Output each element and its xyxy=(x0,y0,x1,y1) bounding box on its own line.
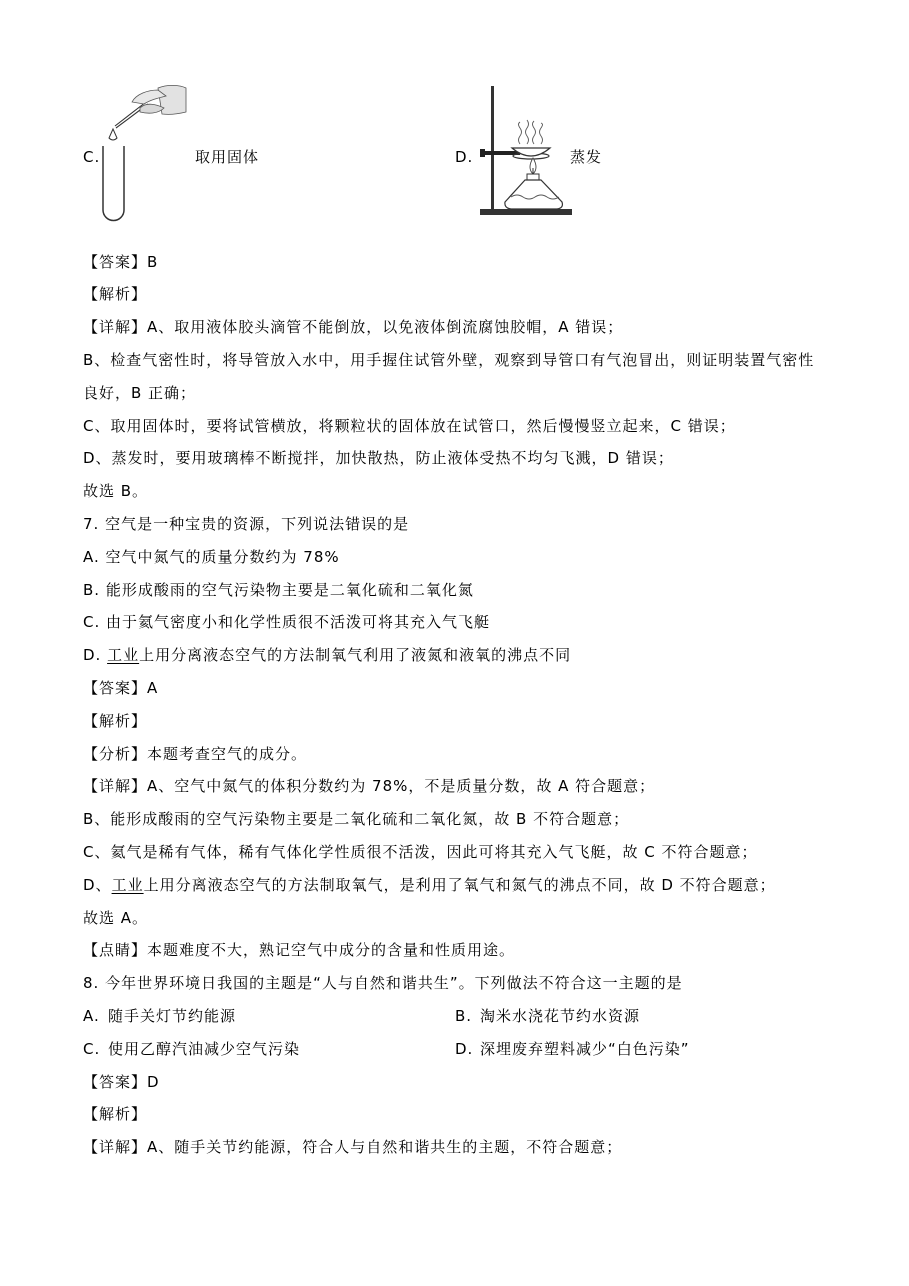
q8-option-label: B. xyxy=(455,1006,473,1025)
q7-detail-line: 【详解】A、空气中氮气的体积分数约为 78%，不是质量分数，故 A 符合题意； xyxy=(83,777,656,796)
q7-detail-d-prefix: D、 xyxy=(83,875,112,894)
solid-granule-shape xyxy=(109,129,117,140)
q8-option-b xyxy=(455,1000,640,1033)
q8-option-text: 随手关灯节约能源 xyxy=(108,1006,237,1025)
q7-detail-line: B、能形成酸雨的空气污染物主要是二氧化硫和二氧化氮，故 B 不符合题意； xyxy=(83,810,630,829)
q8-analysis-heading: 【解析】 xyxy=(83,1105,148,1124)
q7-analysis-heading: 【解析】 xyxy=(83,711,148,730)
q6-analysis-heading: 【解析】 xyxy=(83,285,148,304)
steam-wisps xyxy=(519,120,543,144)
q8-stem: 8. 今年世界环境日我国的主题是“人与自然和谐共生”。下列做法不符合这一主题的是 xyxy=(83,974,683,993)
solution-text xyxy=(83,246,883,1164)
q8-option-label: C. xyxy=(83,1039,101,1058)
q7-conclusion: 故选 A。 xyxy=(83,908,149,927)
figure-d-label: D. xyxy=(455,148,474,166)
test-tube-tweezers-icon xyxy=(96,82,191,224)
test-tube-shape xyxy=(103,146,124,221)
q7-option-d-underlined: 工业 xyxy=(107,646,140,665)
alcohol-lamp-body xyxy=(505,180,563,209)
q7-detail-d-underlined: 工业 xyxy=(111,875,144,894)
q8-option-d xyxy=(455,1033,690,1066)
figure-c-caption: 取用固体 xyxy=(195,148,260,166)
q7-option-b: B. 能形成酸雨的空气污染物主要是二氧化硫和二氧化氮 xyxy=(83,580,474,599)
q6-detail-line: D、蒸发时，要用玻璃棒不断搅拌，加快散热，防止液体受热不均匀飞溅，D 错误； xyxy=(83,449,674,468)
q7-stem: 7. 空气是一种宝贵的资源，下列说法错误的是 xyxy=(83,514,410,533)
q8-detail-line: 【详解】A、随手关节约能源，符合人与自然和谐共生的主题，不符合题意； xyxy=(83,1138,623,1157)
q8-option-a xyxy=(83,1000,236,1033)
q6-detail-line: B、检查气密性时，将导管放入水中，用手握住试管外壁，观察到导管口有气泡冒出，则证明装置气密性 xyxy=(83,350,815,369)
q6-detail-line: C、取用固体时，要将试管横放，将颗粒状的固体放在试管口，然后慢慢竖立起来，C 错误； xyxy=(83,416,736,435)
q8-option-text: 淘米水浇花节约水资源 xyxy=(480,1006,641,1025)
figure-c-label: C. xyxy=(83,148,101,166)
q6-answer: 【答案】B xyxy=(83,252,159,271)
q7-answer: 【答案】A xyxy=(83,678,159,697)
q8-answer: 【答案】D xyxy=(83,1072,160,1091)
q7-option-d xyxy=(83,639,883,672)
q7-option-d-rest: 上用分离液态空气的方法制氧气利用了液氮和液氧的沸点不同 xyxy=(139,646,572,665)
q6-detail-line: 【详解】A、取用液体胶头滴管不能倒放，以免液体倒流腐蚀胶帽，A 错误； xyxy=(83,318,624,337)
q8-option-label: D. xyxy=(455,1039,474,1058)
q8-options-row xyxy=(83,1033,883,1066)
q7-option-c: C. 由于氦气密度小和化学性质很不活泼可将其充入气飞艇 xyxy=(83,613,491,632)
evaporation-apparatus-icon xyxy=(476,84,576,218)
q8-option-text: 深埋废弃塑料减少“白色污染” xyxy=(480,1039,690,1058)
q8-option-label: A. xyxy=(83,1006,100,1025)
q7-detail-d xyxy=(83,869,883,902)
q8-options-row xyxy=(83,1000,883,1033)
q7-tip: 【点睛】本题难度不大，熟记空气中成分的含量和性质用途。 xyxy=(83,941,516,960)
iron-stand-rod xyxy=(491,86,494,210)
figure-d-caption: 蒸发 xyxy=(570,148,603,166)
lamp-neck xyxy=(527,174,539,180)
q8-option-c xyxy=(83,1033,300,1066)
q7-summary: 【分析】本题考查空气的成分。 xyxy=(83,744,308,763)
q6-conclusion: 故选 B。 xyxy=(83,482,149,501)
q7-detail-d-rest: 上用分离液态空气的方法制取氧气，是利用了氧气和氮气的沸点不同，故 D 不符合题意； xyxy=(143,875,776,894)
q7-detail-line: C、氦气是稀有气体，稀有气体化学性质很不活泼，因此可将其充入气飞艇，故 C 不符合题意； xyxy=(83,842,758,861)
q6-detail-line: 良好，B 正确； xyxy=(83,383,197,402)
q7-option-d-prefix: D. xyxy=(83,646,108,665)
q8-option-text: 使用乙醇汽油减少空气污染 xyxy=(108,1039,301,1058)
q7-option-a: A. 空气中氮气的质量分数约为 78% xyxy=(83,547,340,566)
